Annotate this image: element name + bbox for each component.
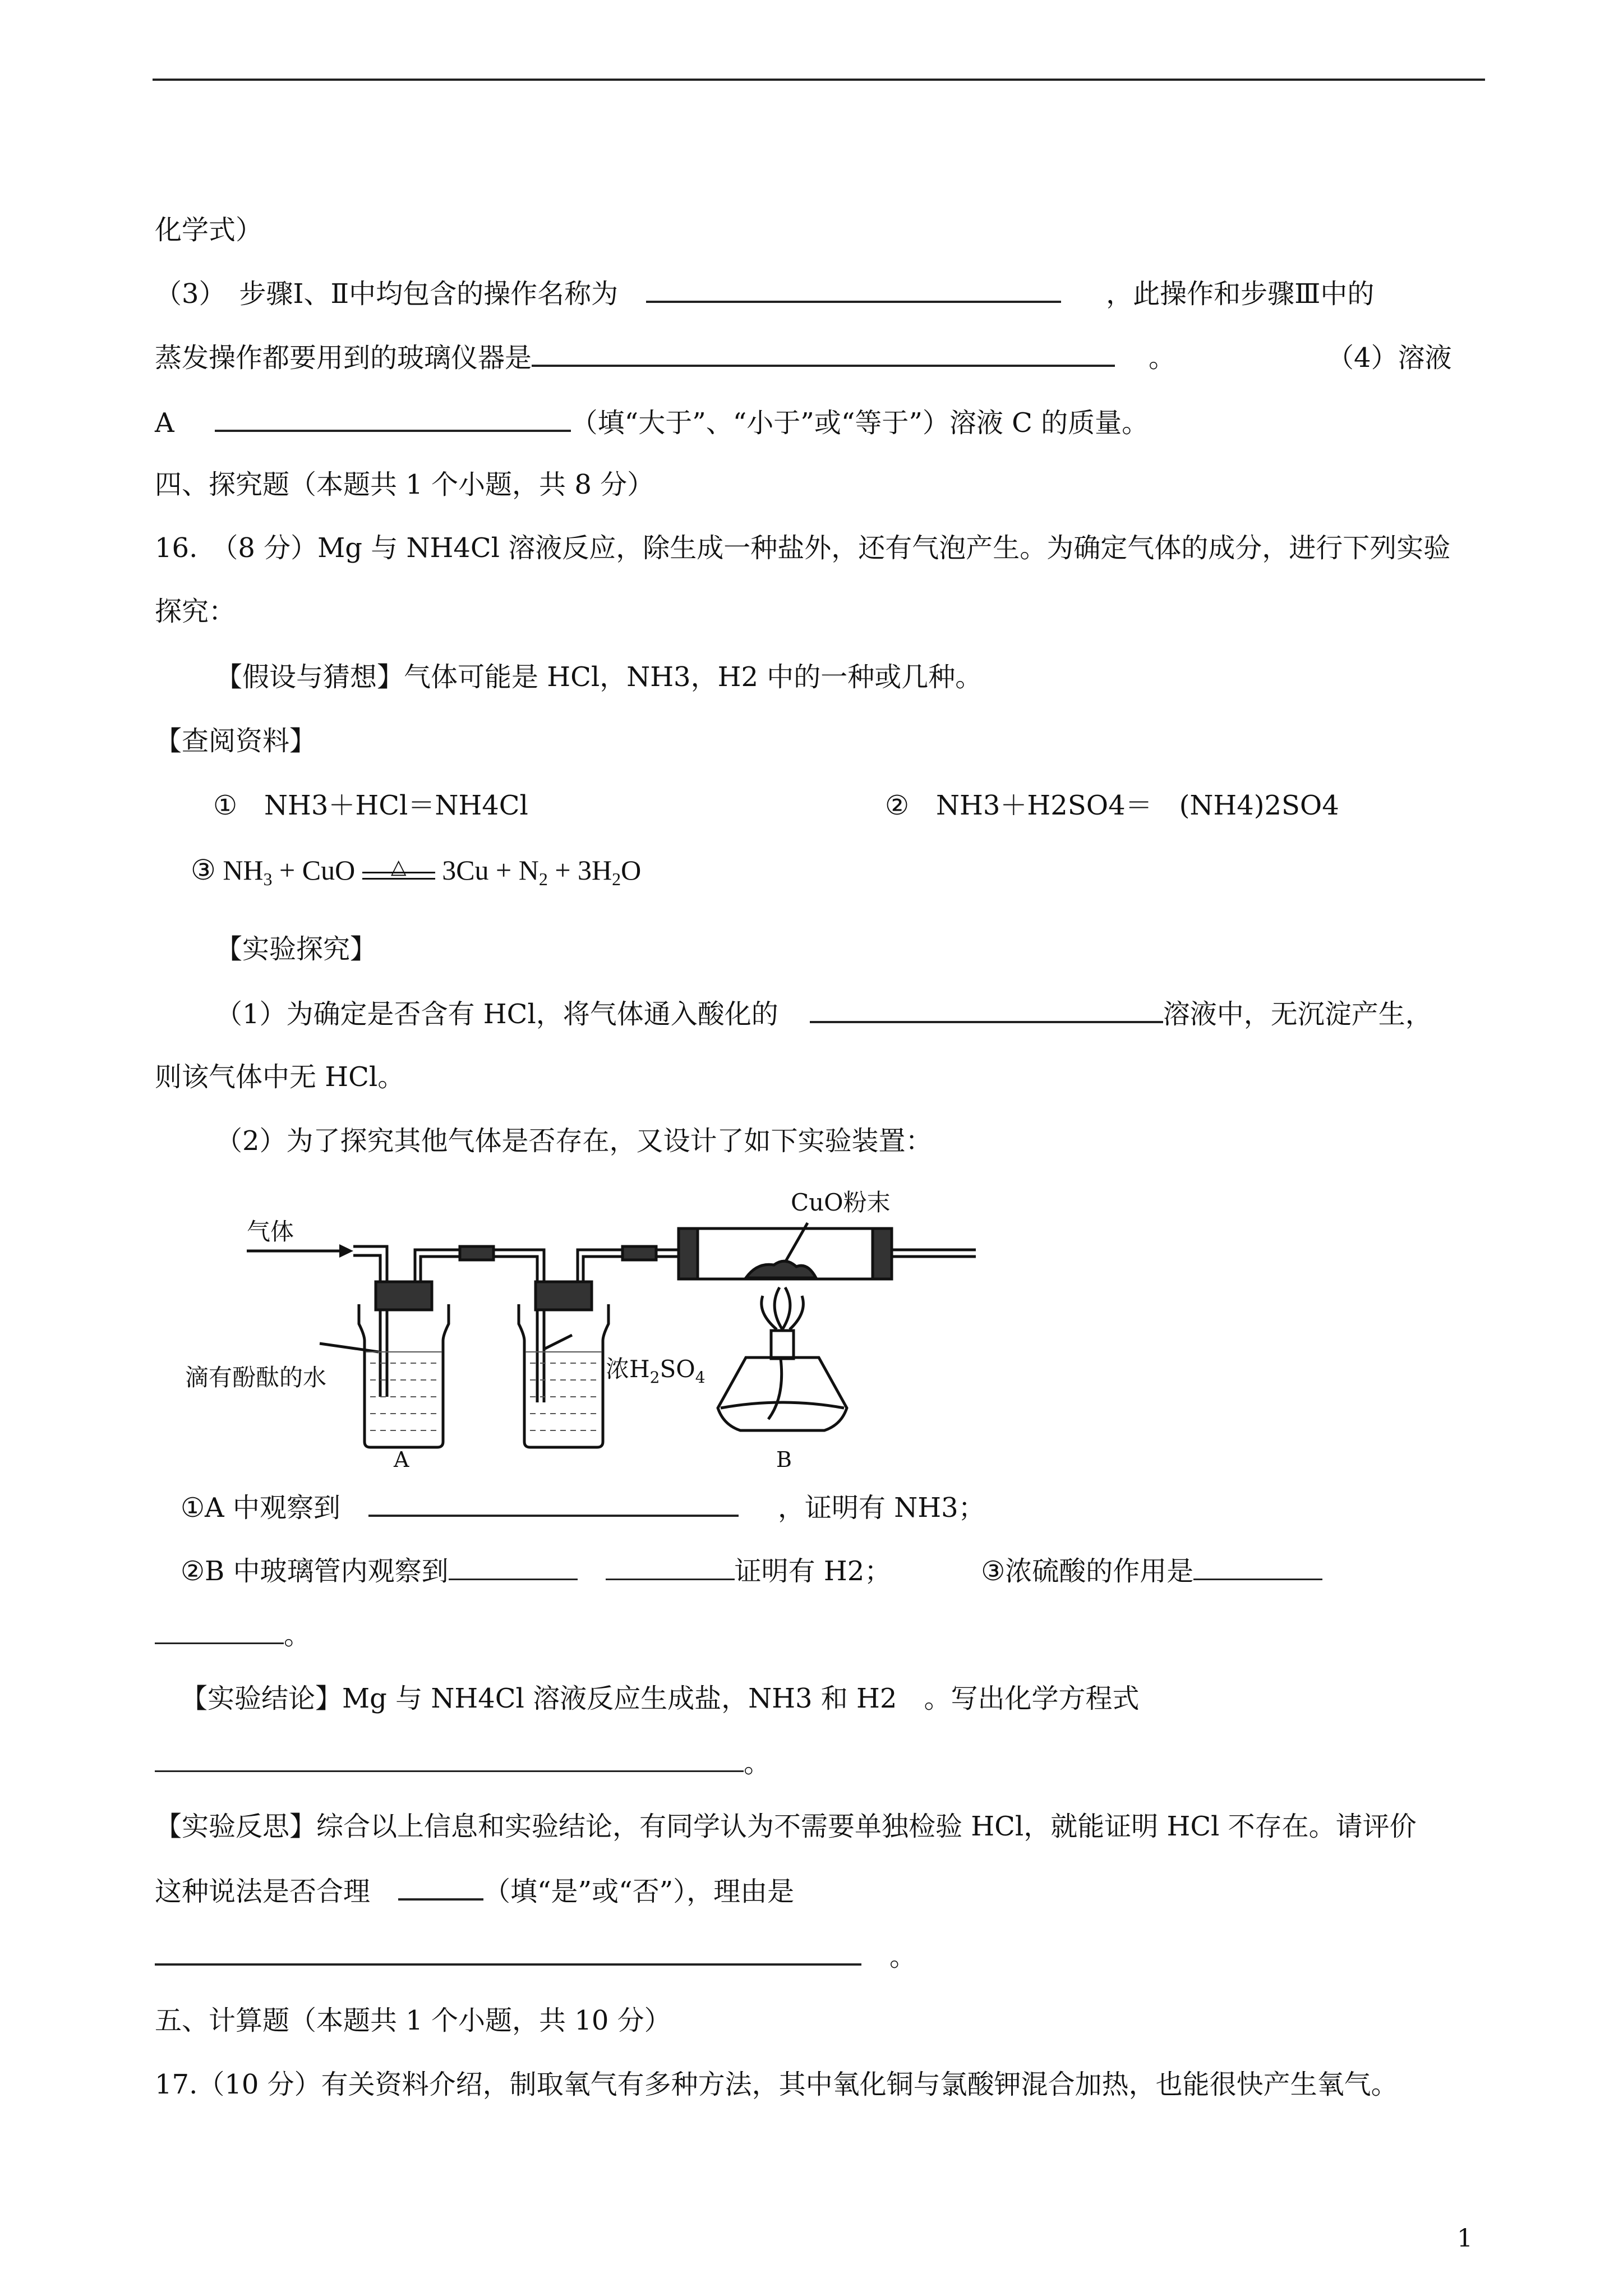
- cuo-label: CuO粉末: [791, 1189, 891, 1216]
- answer-blank[interactable]: [155, 1618, 284, 1644]
- gas-label: 气体: [247, 1218, 294, 1245]
- label-b: B: [776, 1447, 792, 1470]
- answer-blank[interactable]: [155, 1939, 861, 1966]
- q15-line2: （3） 步骤Ⅰ、Ⅱ中均包含的操作名称为 ，此操作和步骤Ⅲ中的: [155, 276, 1374, 311]
- q16-intro: 16. （8 分）Mg 与 NH4Cl 溶液反应，除生成一种盐外，还有气泡产生。为确定气体的成分，进行下列实验: [155, 532, 1451, 564]
- q15-line4: A （填“大于”、“小于”或“等于”）溶液 C 的质量。: [155, 405, 1149, 440]
- answer-blank[interactable]: [810, 996, 1163, 1023]
- bottle-a: [359, 1304, 449, 1447]
- reference-1: ① NH3＋HCl＝NH4Cl: [213, 790, 528, 821]
- step1: （1）为确定是否含有 HCl，将气体通入酸化的 溶液中，无沉淀产生，: [215, 996, 1432, 1031]
- answer-blank[interactable]: [646, 276, 1061, 303]
- acid-label: 浓$H_2SO_4$: [606, 1355, 706, 1387]
- reflection-cont: 这种说法是否合理 （填“是”或“否”），理由是: [155, 1874, 794, 1908]
- header-rule: [153, 79, 1485, 81]
- answer-blank[interactable]: [398, 1874, 483, 1901]
- reference-3-equation: ③ $NH_3$ + CuO △ $3Cu + N_2 + 3H_2O$: [191, 854, 642, 889]
- step1-cont: 则该气体中无 HCl。: [155, 1061, 405, 1093]
- answer-blank[interactable]: [532, 340, 1115, 367]
- water-label: 滴有酚酞的水: [185, 1364, 327, 1391]
- bottle-b: [519, 1304, 608, 1447]
- answer-blank[interactable]: [1193, 1554, 1322, 1580]
- step2: （2）为了探究其他气体是否存在，又设计了如下实验装置：: [215, 1125, 933, 1157]
- page-number: 1: [1457, 2224, 1473, 2253]
- conclusion-answer: 。: [155, 1746, 771, 1780]
- answer-blank[interactable]: [368, 1490, 739, 1517]
- apparatus-diagram: [185, 1184, 981, 1470]
- label-a: A: [394, 1447, 409, 1470]
- answer-blank[interactable]: [155, 1746, 744, 1772]
- observation-1: ①A 中观察到 ，证明有 NH3；: [181, 1490, 985, 1525]
- q17-text: 17.（10 分）有关资料介绍，制取氧气有多种方法，其中氧化铜与氯酸钾混合加热，也能很快产生氧气。: [155, 2069, 1398, 2100]
- answer-blank[interactable]: [449, 1554, 578, 1580]
- reference-2: ② NH3＋H2SO4＝ (NH4)2SO4: [885, 790, 1339, 821]
- section5-title: 五、计算题（本题共 1 个小题，共 10 分）: [155, 2005, 671, 2036]
- observation-2: ②B 中玻璃管内观察到 证明有 H2； ③浓硫酸的作用是: [181, 1554, 1322, 1588]
- reflection: 【实验反思】综合以上信息和实验结论，有同学认为不需要单独检验 HCl，就能证明 HCl 不存在。请评价: [155, 1811, 1417, 1842]
- reflection-answer: 。: [155, 1939, 916, 1973]
- q15-line1: 化学式）: [155, 214, 263, 246]
- explore-title: 【实验探究】: [215, 933, 377, 965]
- answer-blank[interactable]: [215, 405, 571, 432]
- hypothesis: 【假设与猜想】气体可能是 HCl，NH3，H2 中的一种或几种。: [215, 661, 983, 693]
- q16-intro-cont: 探究：: [155, 596, 236, 627]
- observation-3: 。: [155, 1618, 311, 1652]
- conclusion: 【实验结论】Mg 与 NH4Cl 溶液反应生成盐，NH3 和 H2 。写出化学方程式: [181, 1683, 1140, 1714]
- answer-blank[interactable]: [606, 1554, 735, 1580]
- section4-title: 四、探究题（本题共 1 个小题，共 8 分）: [155, 469, 654, 500]
- lookup-title: 【查阅资料】: [155, 725, 317, 757]
- q15-line3: 蒸发操作都要用到的玻璃仪器是 。 （4）溶液: [155, 340, 1452, 375]
